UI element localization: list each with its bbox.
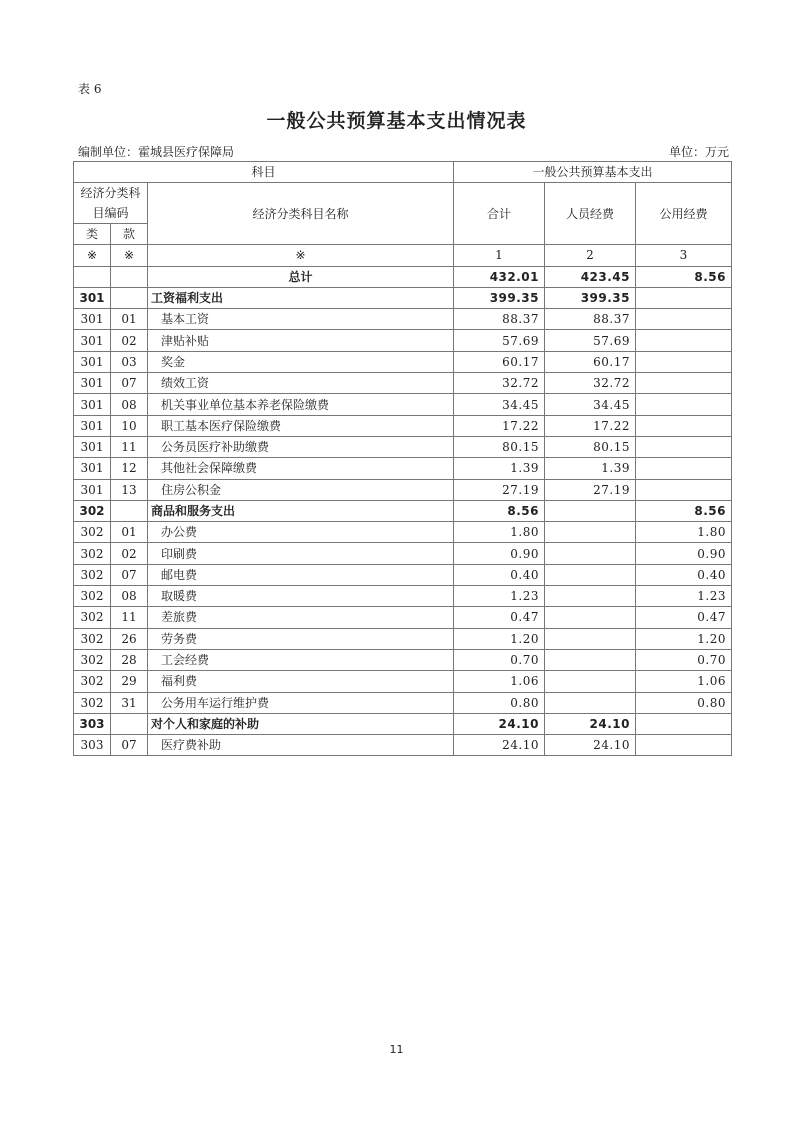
total-lei [74, 266, 111, 287]
cell-lei: 302 [74, 671, 111, 692]
cell-public: 0.90 [636, 543, 732, 564]
cell-total: 17.22 [454, 415, 545, 436]
cell-public [636, 713, 732, 734]
cell-personnel [545, 671, 636, 692]
cell-total: 1.23 [454, 586, 545, 607]
cell-total: 24.10 [454, 713, 545, 734]
cell-total: 34.45 [454, 394, 545, 415]
cell-kuan [111, 287, 148, 308]
cell-public [636, 479, 732, 500]
cell-public: 8.56 [636, 500, 732, 521]
cell-public [636, 287, 732, 308]
cell-lei: 303 [74, 735, 111, 756]
cell-kuan: 07 [111, 564, 148, 585]
cell-lei: 302 [74, 500, 111, 521]
cell-kuan: 01 [111, 522, 148, 543]
cell-kuan: 02 [111, 543, 148, 564]
table-row [74, 628, 732, 649]
cell-lei: 302 [74, 564, 111, 585]
cell-lei: 301 [74, 373, 111, 394]
cell-personnel [545, 564, 636, 585]
cell-public: 0.80 [636, 692, 732, 713]
table-row [74, 500, 732, 521]
cell-lei: 302 [74, 649, 111, 670]
cell-public: 1.80 [636, 522, 732, 543]
cell-name: 基本工资 [148, 309, 454, 330]
cell-total: 0.80 [454, 692, 545, 713]
cell-personnel: 57.69 [545, 330, 636, 351]
cell-name: 福利费 [148, 671, 454, 692]
cell-lei: 302 [74, 586, 111, 607]
table-row [74, 415, 732, 436]
header-row-mid [74, 183, 732, 224]
cell-name: 绩效工资 [148, 373, 454, 394]
cell-name: 印刷费 [148, 543, 454, 564]
cell-public [636, 330, 732, 351]
cell-name: 邮电费 [148, 564, 454, 585]
cell-name: 公务用车运行维护费 [148, 692, 454, 713]
header-name: 经济分类科目名称 [148, 183, 454, 245]
cell-kuan: 31 [111, 692, 148, 713]
table-row [74, 373, 732, 394]
table-row [74, 351, 732, 372]
cell-public [636, 458, 732, 479]
cell-public: 1.23 [636, 586, 732, 607]
header-kuan: 款 [111, 224, 148, 245]
total-personnel: 423.45 [545, 266, 636, 287]
cell-personnel: 27.19 [545, 479, 636, 500]
compiling-unit: 编制单位：霍城县医疗保障局 [78, 145, 235, 159]
cell-public [636, 351, 732, 372]
cell-name: 公务员医疗补助缴费 [148, 436, 454, 457]
cell-kuan: 11 [111, 436, 148, 457]
cell-personnel [545, 522, 636, 543]
cell-personnel: 80.15 [545, 436, 636, 457]
cell-lei: 302 [74, 607, 111, 628]
table-row [74, 692, 732, 713]
table-row [74, 649, 732, 670]
cell-total: 0.70 [454, 649, 545, 670]
cell-lei: 302 [74, 692, 111, 713]
header-code-line2: 目编码 [92, 206, 129, 220]
table-row [74, 543, 732, 564]
cell-personnel [545, 543, 636, 564]
cell-lei: 301 [74, 394, 111, 415]
cell-kuan: 02 [111, 330, 148, 351]
table-row [74, 735, 732, 756]
cell-kuan: 29 [111, 671, 148, 692]
cell-total: 27.19 [454, 479, 545, 500]
cell-lei: 301 [74, 287, 111, 308]
cell-name: 奖金 [148, 351, 454, 372]
table-number: 表 6 [78, 82, 102, 96]
cell-kuan: 01 [111, 309, 148, 330]
cell-lei: 301 [74, 309, 111, 330]
cell-kuan: 07 [111, 735, 148, 756]
cell-kuan: 26 [111, 628, 148, 649]
header-col-1: 1 [454, 245, 545, 266]
cell-personnel: 32.72 [545, 373, 636, 394]
cell-lei: 301 [74, 351, 111, 372]
cell-lei: 303 [74, 713, 111, 734]
cell-public [636, 436, 732, 457]
cell-total: 60.17 [454, 351, 545, 372]
cell-personnel [545, 628, 636, 649]
table-row [74, 671, 732, 692]
page-number: 11 [389, 1043, 404, 1056]
cell-public [636, 373, 732, 394]
cell-name: 对个人和家庭的补助 [148, 713, 454, 734]
cell-lei: 301 [74, 436, 111, 457]
header-personnel: 人员经费 [545, 183, 636, 245]
cell-lei: 301 [74, 479, 111, 500]
cell-personnel: 60.17 [545, 351, 636, 372]
cell-personnel [545, 500, 636, 521]
cell-public: 1.06 [636, 671, 732, 692]
cell-kuan: 12 [111, 458, 148, 479]
cell-personnel [545, 692, 636, 713]
cell-total: 57.69 [454, 330, 545, 351]
total-sum: 432.01 [454, 266, 545, 287]
header-subject: 科目 [74, 162, 454, 183]
cell-public: 1.20 [636, 628, 732, 649]
cell-kuan: 03 [111, 351, 148, 372]
cell-public [636, 735, 732, 756]
cell-total: 1.39 [454, 458, 545, 479]
table-row [74, 394, 732, 415]
cell-kuan: 08 [111, 586, 148, 607]
cell-total: 399.35 [454, 287, 545, 308]
cell-public [636, 415, 732, 436]
page-title: 一般公共预算基本支出情况表 [266, 110, 527, 132]
cell-total: 1.80 [454, 522, 545, 543]
header-row-marks [74, 245, 732, 266]
table-row [74, 330, 732, 351]
total-kuan [111, 266, 148, 287]
cell-total: 80.15 [454, 436, 545, 457]
cell-lei: 302 [74, 628, 111, 649]
cell-lei: 301 [74, 458, 111, 479]
cell-kuan [111, 500, 148, 521]
header-col-3: 3 [636, 245, 732, 266]
cell-total: 1.20 [454, 628, 545, 649]
table-row [74, 287, 732, 308]
cell-name: 医疗费补助 [148, 735, 454, 756]
cell-name: 机关事业单位基本养老保险缴费 [148, 394, 454, 415]
cell-personnel: 24.10 [545, 735, 636, 756]
cell-kuan: 28 [111, 649, 148, 670]
cell-kuan: 08 [111, 394, 148, 415]
cell-personnel: 399.35 [545, 287, 636, 308]
cell-total: 0.90 [454, 543, 545, 564]
cell-lei: 302 [74, 522, 111, 543]
currency-unit: 单位：万元 [668, 145, 729, 159]
cell-name: 津贴补贴 [148, 330, 454, 351]
total-label: 总计 [148, 266, 454, 287]
cell-total: 32.72 [454, 373, 545, 394]
table-row [74, 713, 732, 734]
cell-total: 88.37 [454, 309, 545, 330]
header-lei: 类 [74, 224, 111, 245]
header-code-line1: 经济分类科 [80, 186, 141, 200]
cell-public [636, 309, 732, 330]
cell-name: 职工基本医疗保险缴费 [148, 415, 454, 436]
cell-name: 办公费 [148, 522, 454, 543]
cell-public: 0.70 [636, 649, 732, 670]
table-row [74, 436, 732, 457]
cell-kuan [111, 713, 148, 734]
table-row [74, 586, 732, 607]
cell-name: 劳务费 [148, 628, 454, 649]
cell-lei: 302 [74, 543, 111, 564]
cell-kuan: 13 [111, 479, 148, 500]
cell-name: 住房公积金 [148, 479, 454, 500]
cell-lei: 301 [74, 415, 111, 436]
table-row [74, 522, 732, 543]
cell-total: 0.47 [454, 607, 545, 628]
cell-public: 0.47 [636, 607, 732, 628]
cell-name: 取暖费 [148, 586, 454, 607]
total-public: 8.56 [636, 266, 732, 287]
expenditure-table [73, 161, 732, 756]
cell-total: 1.06 [454, 671, 545, 692]
cell-personnel: 88.37 [545, 309, 636, 330]
cell-kuan: 11 [111, 607, 148, 628]
cell-kuan: 07 [111, 373, 148, 394]
cell-personnel: 34.45 [545, 394, 636, 415]
cell-personnel: 1.39 [545, 458, 636, 479]
cell-public [636, 394, 732, 415]
cell-total: 24.10 [454, 735, 545, 756]
cell-personnel [545, 649, 636, 670]
cell-personnel [545, 607, 636, 628]
cell-personnel: 17.22 [545, 415, 636, 436]
cell-kuan: 10 [111, 415, 148, 436]
table-row [74, 458, 732, 479]
cell-total: 0.40 [454, 564, 545, 585]
cell-name: 差旅费 [148, 607, 454, 628]
table-row [74, 479, 732, 500]
header-row-top [74, 162, 732, 183]
header-mark-lei: ※ [74, 245, 111, 266]
cell-public: 0.40 [636, 564, 732, 585]
header-public: 公用经费 [636, 183, 732, 245]
cell-name: 工会经费 [148, 649, 454, 670]
cell-name: 商品和服务支出 [148, 500, 454, 521]
cell-total: 8.56 [454, 500, 545, 521]
header-total: 合计 [454, 183, 545, 245]
header-col-2: 2 [545, 245, 636, 266]
table-row [74, 607, 732, 628]
cell-lei: 301 [74, 330, 111, 351]
cell-name: 工资福利支出 [148, 287, 454, 308]
header-code [74, 183, 148, 224]
table-row [74, 309, 732, 330]
total-row [74, 266, 732, 287]
header-mark-kuan: ※ [111, 245, 148, 266]
table-row [74, 564, 732, 585]
cell-personnel: 24.10 [545, 713, 636, 734]
cell-personnel [545, 586, 636, 607]
header-expense-group: 一般公共预算基本支出 [454, 162, 732, 183]
cell-name: 其他社会保障缴费 [148, 458, 454, 479]
header-mark-name: ※ [148, 245, 454, 266]
